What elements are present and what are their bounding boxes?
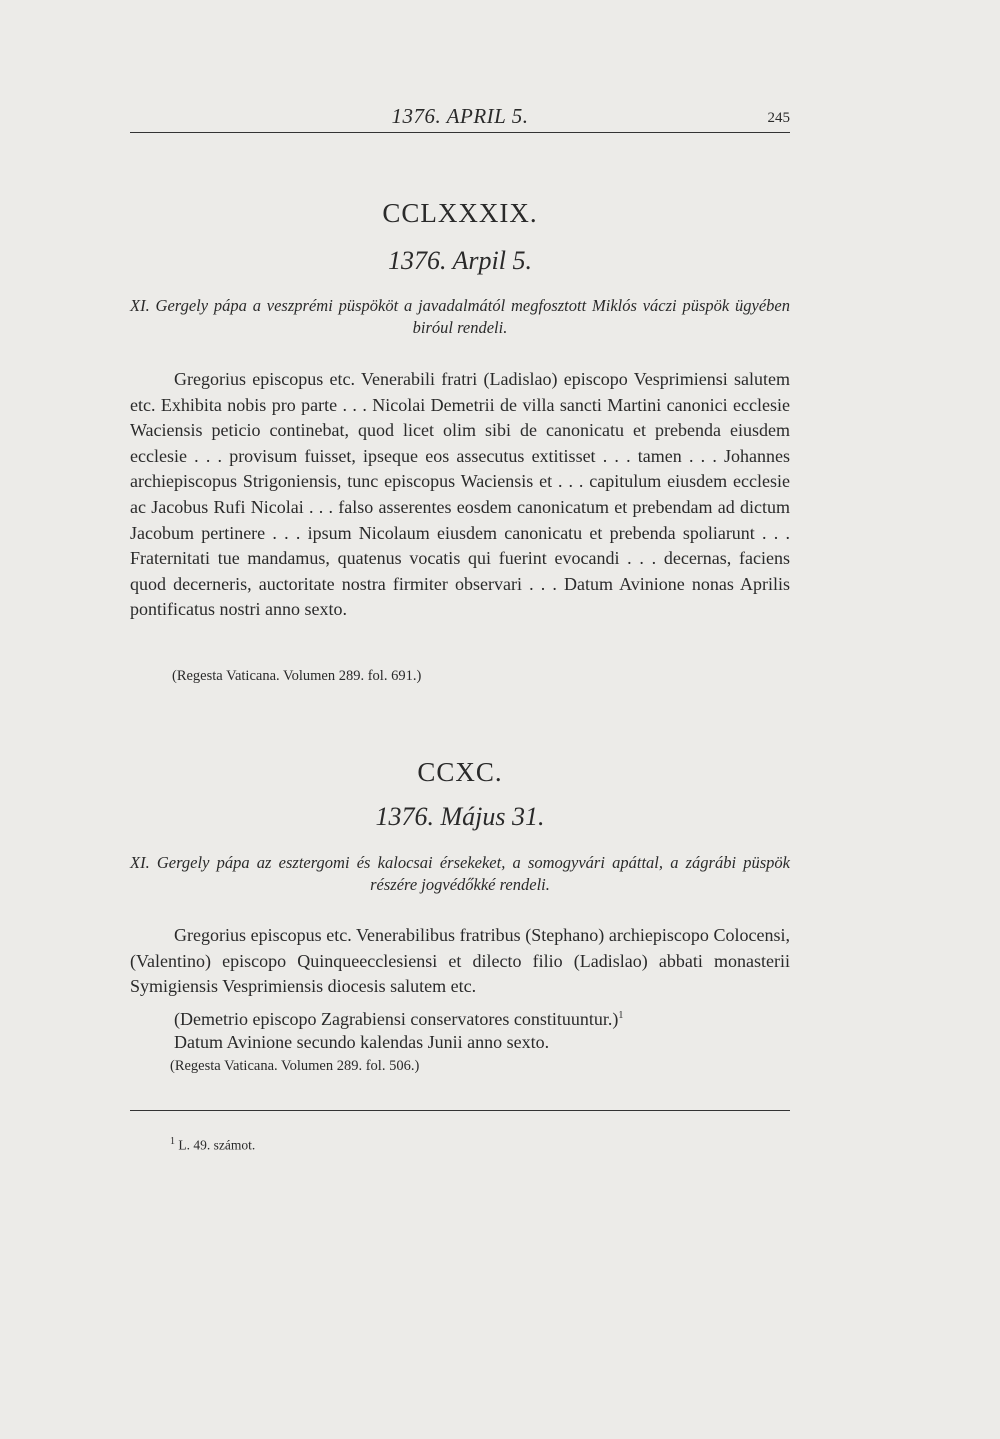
doc2-number-block: [130, 757, 790, 788]
running-head: [130, 102, 790, 133]
footnote: [170, 1136, 255, 1154]
doc1-text: Gregorius episcopus etc. Venerabili fratri (Ladislao) episcopo Vesprimiensi salutem etc. Exhibita nobis pro parte . . . Nicolai Demetrii de villa sancti Martini canonici ecclesie Waciensis peticio continebat, quod licet olim sibi de canonicatu et prebenda eiusdem ecclesie . . . provisum fuisset, ipseque eos assecutus extitisset . . . tamen . . . Johannes archiepiscopus Strigoniensis, tunc episcopus Waciensis et . . . capitulum eiusdem ecclesie ac Jacobus Rufi Nicolai . . . falso asserentes eosdem canonicatum et prebendam ad dictum Jacobum pertinere . . . ipsum Nicolaum eiusdem canonicatu et prebenda spoliarunt . . . Fraternitati tue mandamus, quatenus vocatis qui fuerint evocandi . . . decernas, faciens quod decerneris, auctoritate nostra firmiter observari . . . Datum Avinione nonas Aprilis pontificatus nostri anno sexto.: [130, 369, 790, 620]
doc1-date-block: [130, 246, 790, 276]
doc1-number: CCLXXXIX.: [382, 198, 538, 228]
doc2-date: 1376. Május 31.: [375, 802, 545, 831]
page-number: 245: [767, 110, 790, 126]
doc2-text: Gregorius episcopus etc. Venerabilibus fratribus (Stephano) archiepiscopo Colocensi, (Valentino) episcopo Quinqueecclesiensi et dilecto filio (Ladislao) abbati monasterii Symigiensis Vesprimiensis diocesis salutem etc.: [130, 925, 790, 997]
doc2-dating: Datum Avinione secundo kalendas Junii anno sexto.: [174, 1032, 550, 1052]
doc1-source: (Regesta Vaticana. Volumen 289. fol. 691.): [172, 668, 422, 684]
doc2-source: (Regesta Vaticana. Volumen 289. fol. 506.): [170, 1058, 420, 1074]
doc2-number: CCXC.: [417, 757, 503, 787]
footnote-text: L. 49. számot.: [178, 1137, 256, 1153]
doc1-number-block: [130, 198, 790, 229]
doc1-date: 1376. Arpil 5.: [388, 246, 532, 275]
footnote-mark: 1: [170, 1136, 175, 1147]
doc2-parenthetical-line: [130, 1003, 790, 1033]
doc2-parenthetical: (Demetrio episcopo Zagrabiensi conservatores constituuntur.): [174, 1009, 619, 1029]
footnote-rule: [130, 1110, 790, 1111]
doc1-summary: XI. Gergely pápa a veszprémi püspököt a javadalmától megfosztott Miklós váczi püspök ügyében biróul rendeli.: [130, 296, 790, 337]
doc2-date-block: [130, 802, 790, 832]
footnote-reference: 1: [618, 1010, 624, 1021]
running-head-date: 1376. APRIL 5.: [391, 104, 529, 128]
doc2-summary: XI. Gergely pápa az esztergomi és kalocsai érsekeket, a somogyvári apáttal, a zágrábi püspök részére jogvédőkké rendeli.: [130, 853, 790, 894]
